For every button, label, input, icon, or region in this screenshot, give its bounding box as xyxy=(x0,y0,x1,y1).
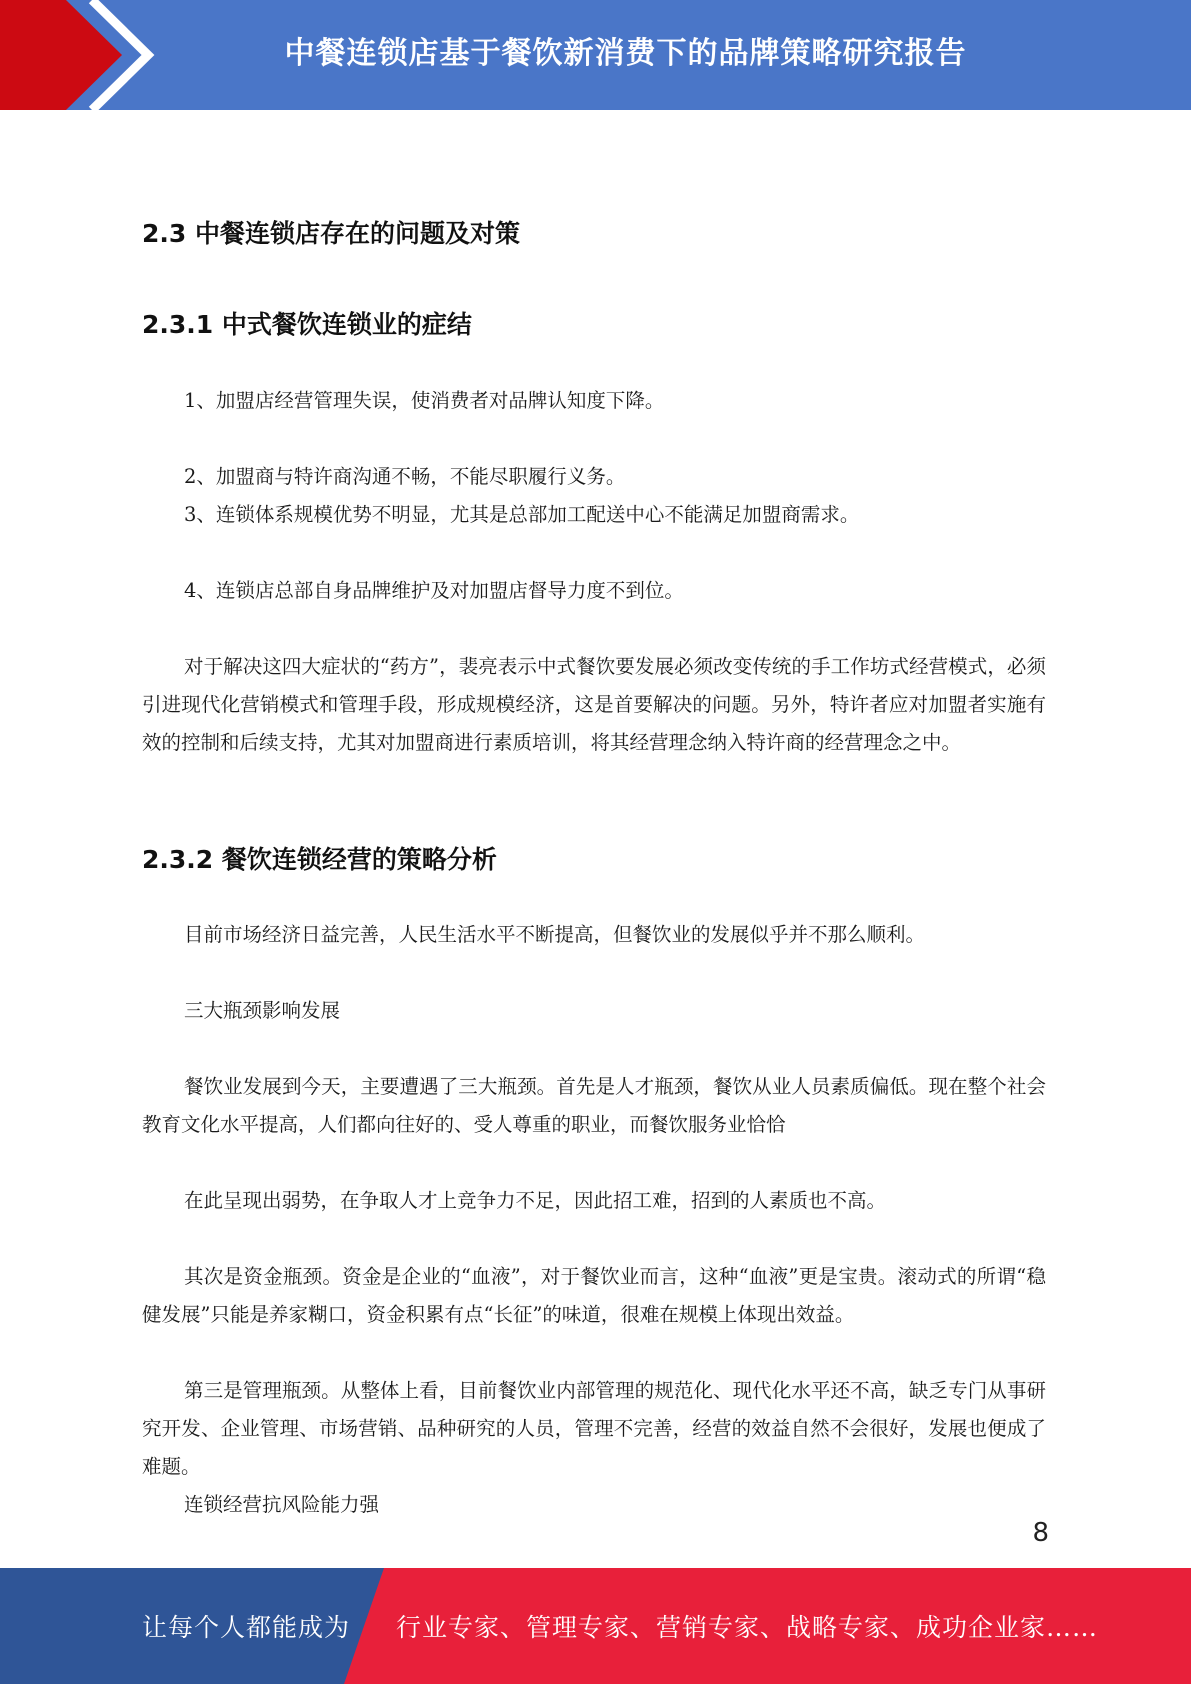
paragraph-remedy: 对于解决这四大症状的“药方”，裴亮表示中式餐饮要发展必须改变传统的手工作坊式经营模式，必须引进现代化营销模式和管理手段，形成规模经济，这是首要解决的问题。另外，特许者应对加盟者实施有效的控制和后续支持，尤其对加盟商进行素质培训，将其经营理念纳入特许商的经营理念之中。 xyxy=(142,655,1046,754)
section-heading-2-3: 2.3 中餐连锁店存在的问题及对策 xyxy=(142,219,520,248)
document-title: 中餐连锁店基于餐饮新消费下的品牌策略研究报告 xyxy=(284,36,967,71)
paragraph-talent-bottleneck: 餐饮业发展到今天，主要遭遇了三大瓶颈。首先是人才瓶颈，餐饮从业人员素质偏低。现在整个社会教育文化水平提高，人们都向往好的、受人尊重的职业，而餐饮服务业恰恰 xyxy=(142,1075,1046,1136)
footer-banner xyxy=(0,1568,1191,1684)
paragraph-chain-risk-resistance: 连锁经营抗风险能力强 xyxy=(184,1493,380,1516)
list-item-4: 4、连锁店总部自身品牌维护及对加盟店督导力度不到位。 xyxy=(184,579,684,602)
page-number: 8 xyxy=(1032,1518,1049,1548)
paragraph-three-bottlenecks-title: 三大瓶颈影响发展 xyxy=(184,999,341,1022)
footer-slogan-right: 行业专家、管理专家、营销专家、战略专家、成功企业家…… xyxy=(396,1613,1099,1642)
section-heading-2-3-1: 2.3.1 中式餐饮连锁业的症结 xyxy=(142,310,472,339)
header-red-chevron xyxy=(0,0,160,110)
list-item-2: 2、加盟商与特许商沟通不畅，不能尽职履行义务。 xyxy=(184,465,626,488)
paragraph-management-bottleneck: 第三是管理瓶颈。从整体上看，目前餐饮业内部管理的规范化、现代化水平还不高，缺乏专门从事研究开发、企业管理、市场营销、品种研究的人员，管理不完善，经营的效益自然不会很好，发展也便成了难题。 xyxy=(142,1379,1046,1478)
paragraph-market: 目前市场经济日益完善，人民生活水平不断提高，但餐饮业的发展似乎并不那么顺利。 xyxy=(184,923,926,946)
footer-slogan-left: 让每个人都能成为 xyxy=(142,1613,351,1642)
section-heading-2-3-2: 2.3.2 餐饮连锁经营的策略分析 xyxy=(142,845,497,874)
list-item-3: 3、连锁体系规模优势不明显，尤其是总部加工配送中心不能满足加盟商需求。 xyxy=(184,503,860,526)
paragraph-capital-bottleneck: 其次是资金瓶颈。资金是企业的“血液”，对于餐饮业而言，这种“血液”更是宝贵。滚动式的所谓“稳健发展”只能是养家糊口，资金积累有点“长征”的味道，很难在规模上体现出效益。 xyxy=(142,1265,1046,1326)
header-banner xyxy=(0,0,1191,110)
paragraph-talent-weakness: 在此呈现出弱势，在争取人才上竞争力不足，因此招工难，招到的人素质也不高。 xyxy=(184,1189,887,1212)
list-item-1: 1、加盟店经营管理失误，使消费者对品牌认知度下降。 xyxy=(184,389,665,412)
